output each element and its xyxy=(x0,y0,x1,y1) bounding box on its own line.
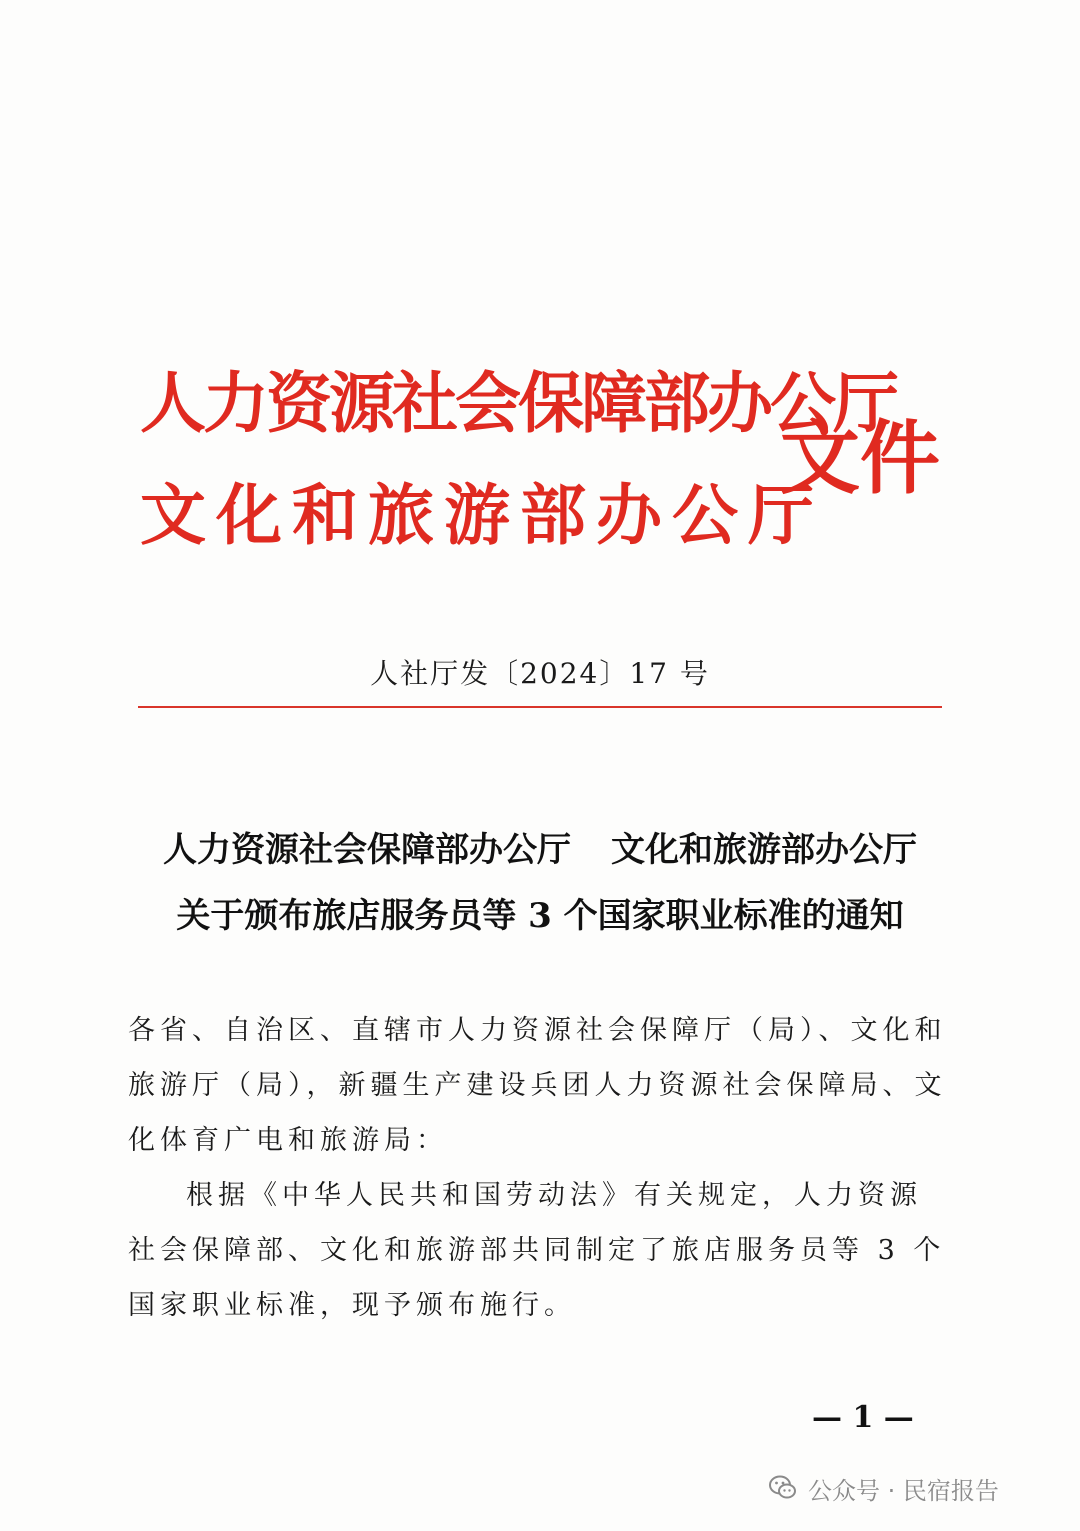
document-word: 文件 xyxy=(780,411,940,505)
red-divider-line xyxy=(138,706,942,708)
watermark-text: 公众号 · 民宿报告 xyxy=(808,1476,999,1505)
page-number: — 1 — xyxy=(812,1400,914,1435)
issuer-header xyxy=(140,350,940,570)
wechat-icon xyxy=(768,1473,798,1503)
document-title-line-2: 关于颁布旅店服务员等 3 个国家职业标准的通知 xyxy=(176,896,904,936)
watermark xyxy=(768,1468,999,1508)
issuer-line-hrss: 人力资源社会保障部办公厅 xyxy=(140,364,896,442)
document-title-line-1 xyxy=(0,822,1080,871)
title-issuer-a: 人力资源社会保障部办公厅 xyxy=(163,830,571,870)
issuer-line-culture-tourism: 文化和旅游部办公厅 xyxy=(140,476,824,554)
body-paragraph-1: 根据《中华人民共和国劳动法》有关规定，人力资源社会保障部、文化和旅游部共同制定了旅店服务员等 3 个国家职业标准，现予颁布施行。 xyxy=(128,1180,946,1321)
document-body xyxy=(128,1003,948,1333)
addressee-paragraph: 各省、自治区、直辖市人力资源社会保障厅（局）、文化和旅游厅（局），新疆生产建设兵团人力资源社会保障局、文化体育广电和旅游局： xyxy=(128,1015,947,1156)
document-number: 人社厅发〔2024〕17 号 xyxy=(370,657,710,690)
title-issuer-b: 文化和旅游部办公厅 xyxy=(611,830,917,870)
